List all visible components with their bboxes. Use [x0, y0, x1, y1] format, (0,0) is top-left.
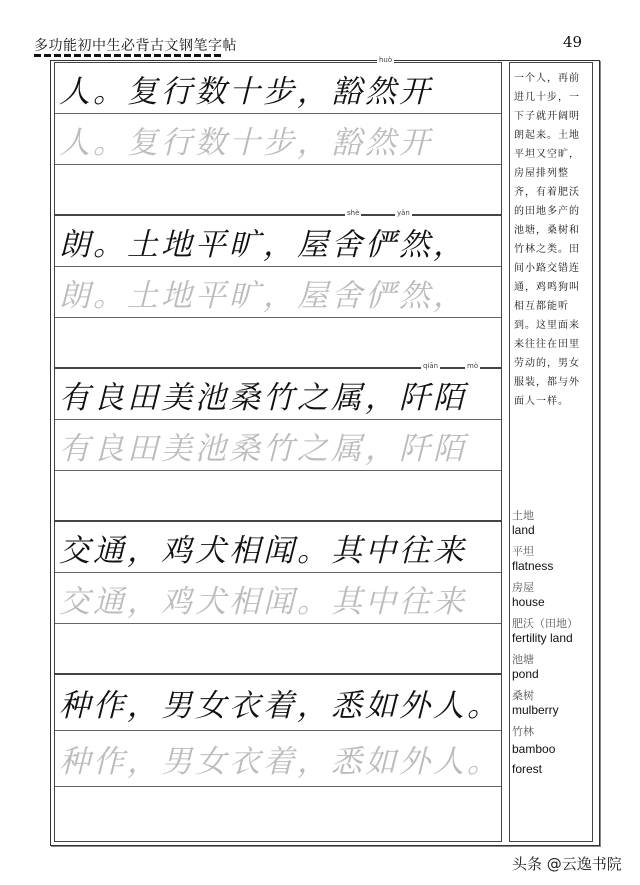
pinyin-annotation: mò	[467, 362, 479, 370]
pinyin-annotation: huò	[379, 56, 393, 64]
model-line: 有良田美池桑竹之属，阡陌	[55, 369, 501, 420]
blank-practice-line[interactable]	[55, 787, 501, 843]
model-line: 种作，男女衣着，悉如外人。	[55, 675, 501, 731]
vocab-zh: 池塘	[512, 654, 534, 666]
blank-practice-line[interactable]	[55, 624, 501, 675]
practice-section-2	[54, 209, 502, 368]
practice-section-4	[54, 521, 502, 674]
practice-area	[54, 56, 502, 842]
vocab-zh: 土地	[512, 510, 534, 522]
pinyin-annotation: shè	[347, 209, 360, 217]
vocab-en: fertility land	[512, 631, 573, 645]
blank-practice-line[interactable]	[55, 471, 501, 522]
trace-line: 有良田美池桑竹之属，阡陌	[55, 420, 501, 471]
vocab-zh: 平坦	[512, 546, 534, 558]
vocab-en: land	[512, 523, 535, 537]
title-underline	[34, 54, 222, 57]
trace-line: 交通，鸡犬相闻。其中往来	[55, 573, 501, 624]
trace-line: 朗。土地平旷，屋舍俨然，	[55, 267, 501, 318]
trace-line: 人。复行数十步，豁然开	[55, 114, 501, 165]
practice-section-1	[54, 56, 502, 215]
vocab-en: bamboo forest	[512, 742, 556, 776]
model-line: 朗。土地平旷，屋舍俨然，	[55, 216, 501, 267]
book-title: 多功能初中生必背古文钢笔字帖	[34, 38, 237, 54]
vocab-zh: 肥沃（田地）	[512, 618, 578, 630]
pinyin-annotation: yǎn	[397, 209, 410, 217]
vocab-zh: 桑树	[512, 690, 534, 702]
vocab-zh: 竹林	[512, 726, 534, 738]
vocab-zh: 房屋	[512, 582, 534, 594]
model-line: 交通，鸡犬相闻。其中往来	[55, 522, 501, 573]
vocab-en: mulberry	[512, 703, 559, 717]
modern-translation: 一个人，再前进几十步，一下子就开阔明朗起来。土地平坦又空旷，房屋排列整齐，有着肥沃的田地多产的池塘，桑树和竹林之类。田间小路交错连通，鸡鸣狗叫相互都能听到。这里面来来往往在田里劳动的，男女服装，都与外面人一样。	[514, 73, 580, 407]
blank-practice-line[interactable]	[55, 165, 501, 216]
trace-line: 种作，男女衣着，悉如外人。	[55, 731, 501, 787]
vocab-en: flatness	[512, 559, 554, 573]
page-number: 49	[563, 33, 583, 51]
practice-section-3	[54, 362, 502, 521]
vocab-en: house	[512, 595, 545, 609]
vocabulary-list	[512, 507, 578, 779]
pinyin-annotation: qiān	[423, 362, 439, 370]
practice-section-5	[54, 674, 502, 842]
watermark: 头条 @云逸书院	[512, 855, 622, 873]
vocab-en: pond	[512, 667, 539, 681]
model-line: 人。复行数十步，豁然开	[55, 63, 501, 114]
side-notes	[509, 62, 593, 842]
